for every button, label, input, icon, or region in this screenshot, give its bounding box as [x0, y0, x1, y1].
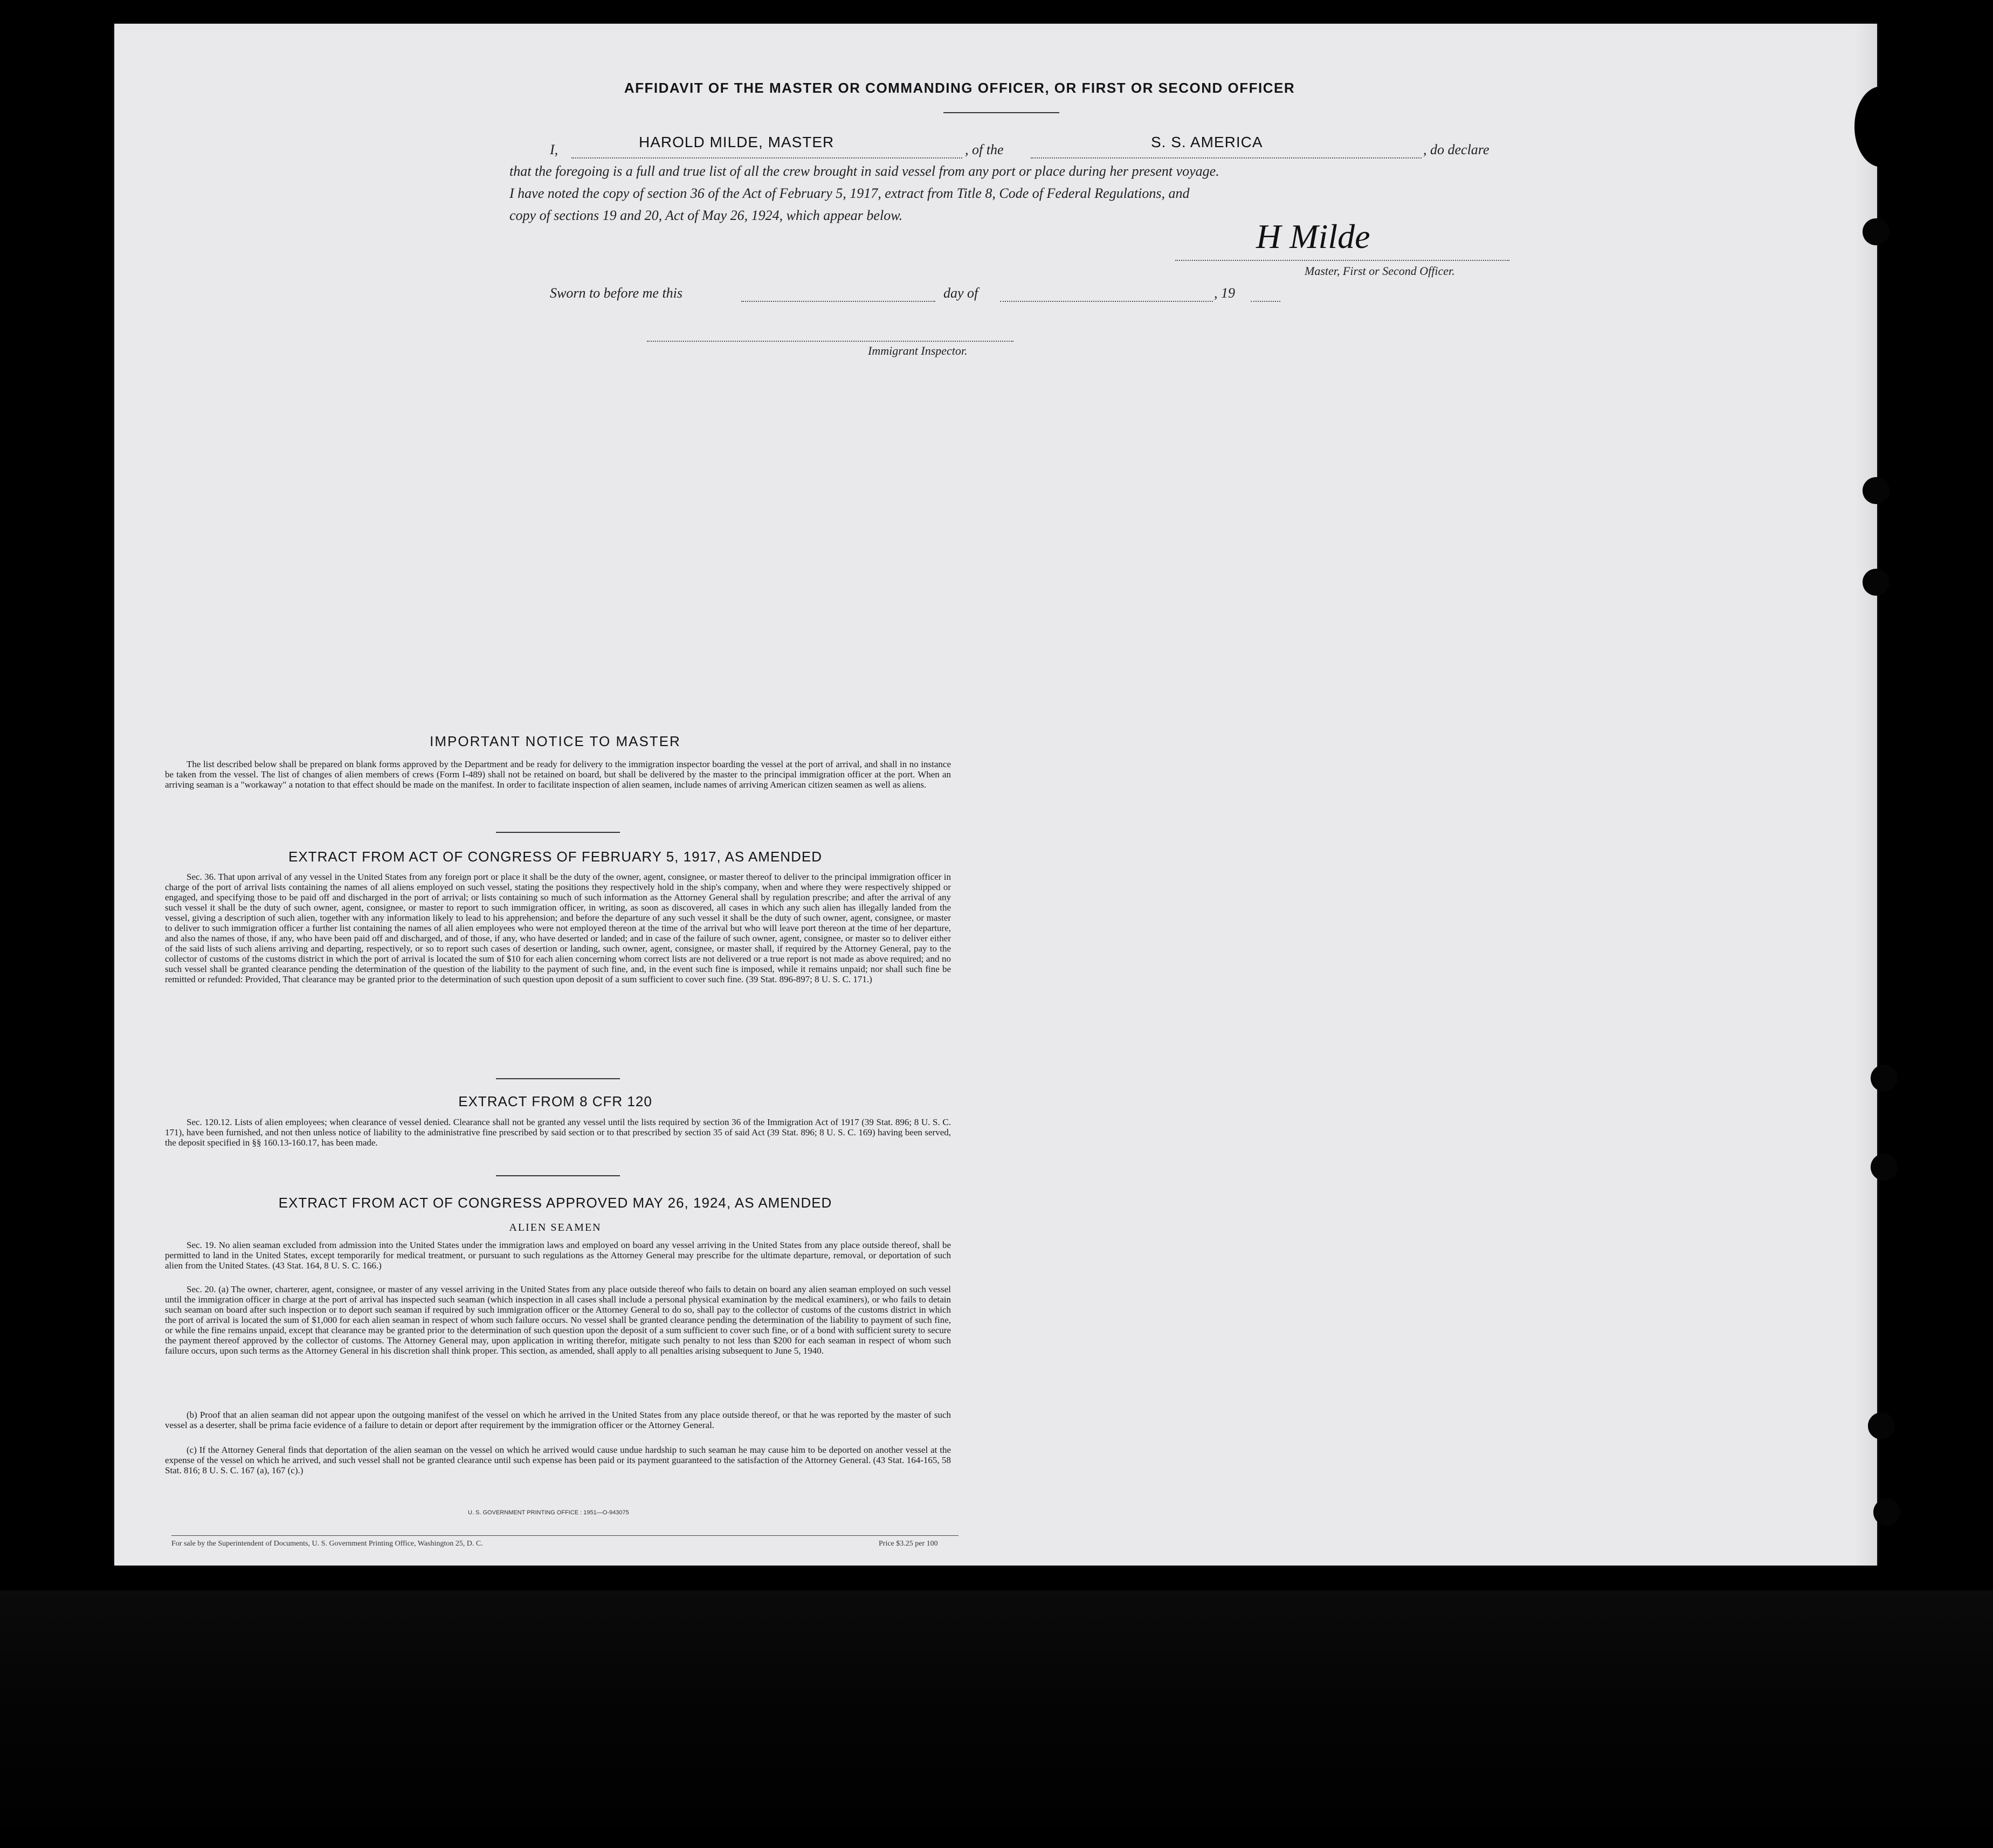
of-the-label: , of the: [965, 142, 1004, 157]
extract-1917-divider: [496, 1078, 620, 1079]
extract-1924-sec19: Sec. 19. No alien seaman excluded from admission into the United States under the immigration laws and employed on board any vessel arriving in the United States from any place outside thereof, shall be permitted to land in the United States, except temporarily for medical treatment, or pursuant to such regulations as the Attorney General may prescribe for the ultimate departure, removal, or deportation of such alien from the United States. (43 Stat. 164, 8 U. S. C. 166.): [165, 1240, 951, 1271]
inspector-caption: Immigrant Inspector.: [868, 344, 968, 357]
notice-title: IMPORTANT NOTICE TO MASTER: [430, 733, 681, 749]
extract-1917-text: Sec. 36. That upon arrival of any vessel in the United States from any foreign port or place it shall be the duty of the owner, agent, consignee, or master thereof to deliver to the principal immigration officer in charge of the port of arrival lists containing the names of all aliens employed on such vessel, stating the positions they respectively hold in the ship's company, when and where they were respectively shipped or engaged, and specifying those to be paid off and discharged in the port of arrival; or lists containing so much of such information as the Attorney General shall by regulation prescribe; and after the arrival of any such vessel it shall be the duty of such owner, agent, consignee, or master to report to such immigration officer, in writing, as soon as discovered, all cases in which any such alien has illegally landed from the vessel, giving a description of such alien, together with any information likely to lead to his apprehension; and before the departure of any such vessel it shall be the duty of such owner, agent, consignee, or master to deliver to such immigration officer a further list containing the names of all alien employees who were not employed thereon at the time of the arrival but who will leave port thereon at the time of her departure, and also the names of those, if any, who have been paid off and discharged, and of those, if any, who have deserted or landed; and in case of the failure of such owner, agent, consignee, or master so to deliver either of the said lists of such aliens arriving and departing, respectively, or so to report such cases of desertion or landing, such owner, agent, consignee, or master shall, if required by the Attorney General, pay to the collector of customs of the customs district in which the port of arrival is located the sum of $10 for each alien concerning whom correct lists are not delivered or a true report is not made as above required; and no such vessel shall be granted clearance pending the determination of the question of the liability to the payment of such fine, and, in the event such fine is imposed, while it remains unpaid; nor shall such fine be remitted or refunded: Provided, That clearance may be granted prior to the determination of such question upon deposit of a sum sufficient to cover such fine. (39 Stat. 896-897; 8 U. S. C. 171.): [165, 872, 951, 984]
signature-caption: Master, First or Second Officer.: [1305, 264, 1455, 278]
notice-divider: [496, 832, 620, 833]
master-name-field[interactable]: HAROLD MILDE, MASTER: [639, 134, 835, 150]
year-label: , 19: [1214, 285, 1235, 301]
title-divider: [943, 112, 1059, 113]
vessel-name-line: [1031, 157, 1422, 158]
sworn-label: Sworn to before me this: [550, 285, 683, 301]
declare-label: , do declare: [1423, 142, 1489, 157]
extract-1924-title: EXTRACT FROM ACT OF CONGRESS APPROVED MAY 26, 1924, AS AMENDED: [278, 1195, 832, 1211]
sworn-day-line: [741, 301, 935, 302]
affidavit-body-line-2: I have noted the copy of section 36 of the Act of February 5, 1917, extract from Title 8, Code of Federal Regulations, and: [509, 185, 1190, 201]
master-name-line: [571, 157, 962, 158]
punch-hole: [1871, 1154, 1898, 1181]
extract-1917-title: EXTRACT FROM ACT OF CONGRESS OF FEBRUARY 5, 1917, AS AMENDED: [288, 849, 822, 865]
notice-text: The list described below shall be prepared on blank forms approved by the Department and be ready for delivery to the immigration inspector boarding the vessel at the port of arrival, and shall in no instance be taken from the vessel. The list of changes of alien members of crews (Form I-489) shall not be retained on board, but shall be delivered by the master to the principal immigration officer at the port. When an arriving seaman is a "workaway" a notation to that effect should be made on the manifest. In order to facilitate inspection of alien seamen, include names of arriving American citizen seamen as well as aliens.: [165, 759, 951, 790]
extract-1924-subtitle: ALIEN SEAMEN: [509, 1222, 602, 1233]
scan-background: [0, 1590, 1993, 1848]
for-sale-note: For sale by the Superintendent of Documents, U. S. Government Printing Office, Washington 25, D. C.: [171, 1540, 483, 1548]
day-of-label: day of: [943, 285, 978, 301]
punch-hole: [1871, 1065, 1898, 1092]
signature-line: [1175, 260, 1509, 261]
affidavit-body-line-3: copy of sections 19 and 20, Act of May 26, 1924, which appear below.: [509, 208, 903, 223]
extract-cfr-text: Sec. 120.12. Lists of alien employees; when clearance of vessel denied. Clearance shall not be granted any vessel until the lists required by section 36 of the Immigration Act of 1917 (39 Stat. 896; 8 U. S. C. 171), have been furnished, and not then unless notice of liability to the administrative fine prescribed by said section or to that prescribed by section 35 of said Act (39 Stat. 896; 8 U. S. C. 169) having been served, the deposit specified in §§ 160.13-160.17, has been made.: [165, 1117, 951, 1148]
page-edge: [1854, 24, 1877, 1566]
sworn-year-line: [1251, 301, 1280, 302]
punch-hole: [1868, 1412, 1895, 1439]
footer-rule: [171, 1535, 958, 1536]
vessel-name-field[interactable]: S. S. AMERICA: [1151, 134, 1263, 150]
extract-cfr-title: EXTRACT FROM 8 CFR 120: [458, 1093, 652, 1109]
punch-hole: [1863, 218, 1889, 245]
punch-hole: [1863, 569, 1889, 596]
sworn-month-line: [1000, 301, 1213, 302]
affidavit-title: AFFIDAVIT OF THE MASTER OR COMMANDING OFFICER, OR FIRST OR SECOND OFFICER: [624, 80, 1295, 96]
extract-1924-sec20c: (c) If the Attorney General finds that deportation of the alien seaman on the vessel on which he arrived would cause undue hardship to such seaman he may cause him to be deported on another vessel at the expense of the vessel on which he arrived, and such vessel shall not be granted clearance until such expense has been paid or its payment guaranteed to the satisfaction of the Attorney General. (43 Stat. 164-165, 58 Stat. 816; 8 U. S. C. 167 (a), 167 (c).): [165, 1445, 951, 1475]
affidavit-i-label: I,: [550, 142, 558, 157]
punch-hole: [1863, 477, 1889, 504]
price-note: Price $3.25 per 100: [879, 1540, 938, 1548]
inspector-signature-line: [647, 341, 1013, 342]
extract-cfr-divider: [496, 1175, 620, 1176]
corner-damage-2: [1881, 108, 1919, 167]
master-signature: H Milde: [1256, 217, 1370, 256]
extract-1924-sec20a: Sec. 20. (a) The owner, charterer, agent, consignee, or master of any vessel arriving in the United States from any place outside thereof who fails to detain on board any alien seaman employed on such vessel until the immigration officer in charge at the port of arrival has inspected such seaman (which inspection in all cases shall include a personal physical examination by the medical examiners), or who fails to detain such seaman on board after such inspection or to deport such seaman if required by such immigration officer or the Attorney General to do so, shall pay to the collector of customs of the customs district in which the port of arrival is located the sum of $1,000 for each alien seaman in respect of whom such failure occurs. No vessel shall be granted clearance pending the determination of the liability to payment of such fine, or while the fine remains unpaid, except that clearance may be granted prior to the determination of such question upon the deposit of a sum sufficient to cover such fine, or of a bond with sufficient surety to secure the payment thereof approved by the collector of customs. The Attorney General may, upon application in writing therefor, mitigate such penalty to not less than $200 for each seaman in respect of whom such failure occurs, upon such terms as the Attorney General in his discretion shall think proper. This section, as amended, shall apply to all penalties arising subsequent to June 5, 1940.: [165, 1284, 951, 1356]
affidavit-body-line-1: that the foregoing is a full and true list of all the crew brought in said vessel from any port or place during her present voyage.: [509, 163, 1219, 179]
printing-office-imprint: U. S. GOVERNMENT PRINTING OFFICE : 1951—O-943075: [468, 1509, 629, 1516]
punch-hole: [1873, 1499, 1900, 1526]
extract-1924-sec20b: (b) Proof that an alien seaman did not appear upon the outgoing manifest of the vessel on which he arrived in the United States from any place outside thereof, or that he was reported by the master of such vessel as a deserter, shall be prima facie evidence of a failure to detain or deport after requirement by the immigration officer or the Attorney General.: [165, 1410, 951, 1430]
